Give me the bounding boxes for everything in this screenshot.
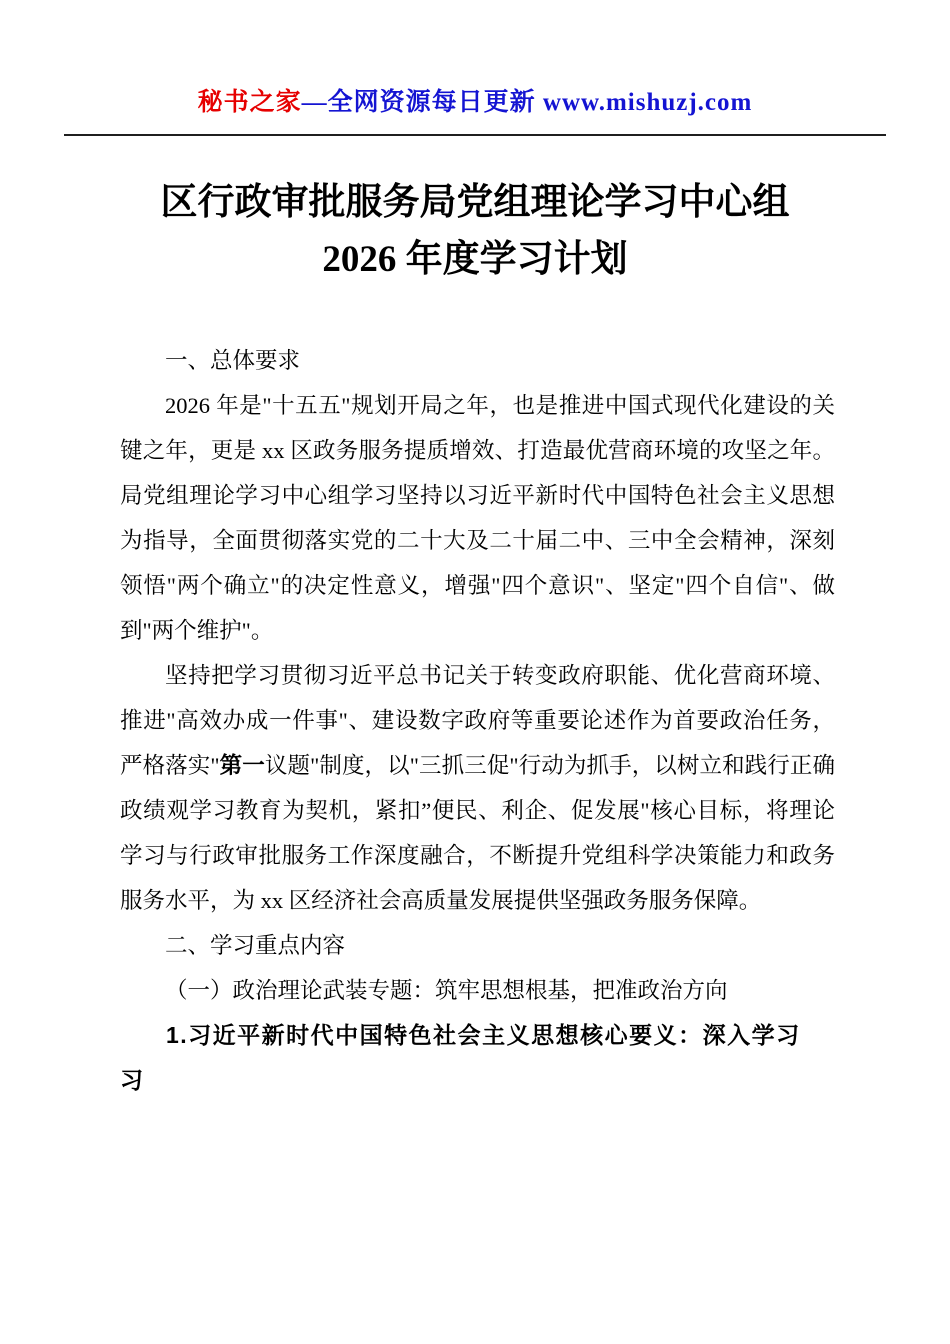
- site-tagline: —全网资源每日更新: [301, 89, 543, 116]
- section-2-heading: 二、学习重点内容: [165, 933, 346, 958]
- document-body: [120, 338, 835, 1103]
- site-url-link[interactable]: www.mishuzj.com: [542, 89, 753, 116]
- paragraph-2-text: 坚持把学习贯彻习近平总书记关于转变政府职能、优化营商环境、推进"高效办成一件事"、建设数字政府等重要论述作为首要政治任务，严格落实": [120, 663, 835, 778]
- section-2-subheading: （一）政治理论武装专题：筑牢思想根基，把准政治方向: [165, 978, 728, 1003]
- header-divider: [64, 134, 886, 136]
- section-1-heading: 一、总体要求: [165, 348, 301, 373]
- item-1-heading-line1: 1.习近平新时代中国特色社会主义思想核心要义：深入学习: [166, 1022, 801, 1048]
- paragraph-2-text-cont: 议题"制度，以"三抓三促"行动为抓手，以树立和践行正确政绩观学习教育为契机，紧扣”便民、利企、促发展"核心目标，将理论学习与行政审批服务工作深度融合，不断提升党组科学决策能力和政务服务水平，为 xx 区经济社会高质量发展提供坚强政务服务保障。: [120, 753, 835, 913]
- paragraph-2: [120, 653, 835, 923]
- paragraph-2-bold-term: 第一: [219, 753, 265, 778]
- site-header: [0, 0, 950, 118]
- document-title-line1: 区行政审批服务局党组理论学习中心组: [160, 182, 790, 223]
- document-title-line2: 2026 年度学习计划: [322, 239, 628, 280]
- site-brand: 秘书之家: [197, 89, 302, 116]
- paragraph-1: 2026 年是"十五五"规划开局之年，也是推进中国式现代化建设的关键之年，更是 xx 区政务服务提质增效、打造最优营商环境的攻坚之年。局党组理论学习中心组学习坚持以习近平新时代中国特色社会主义思想为指导，全面贯彻落实党的二十大及二十届二中、三中全会精神，深刻领悟"两个确立"的决定性意义，增强"四个意识"、坚定"四个自信"、做到"两个维护"。: [120, 393, 835, 643]
- item-1-heading-line2: 习: [120, 1067, 145, 1093]
- document-title: [60, 174, 890, 288]
- item-1-heading: [120, 1013, 835, 1103]
